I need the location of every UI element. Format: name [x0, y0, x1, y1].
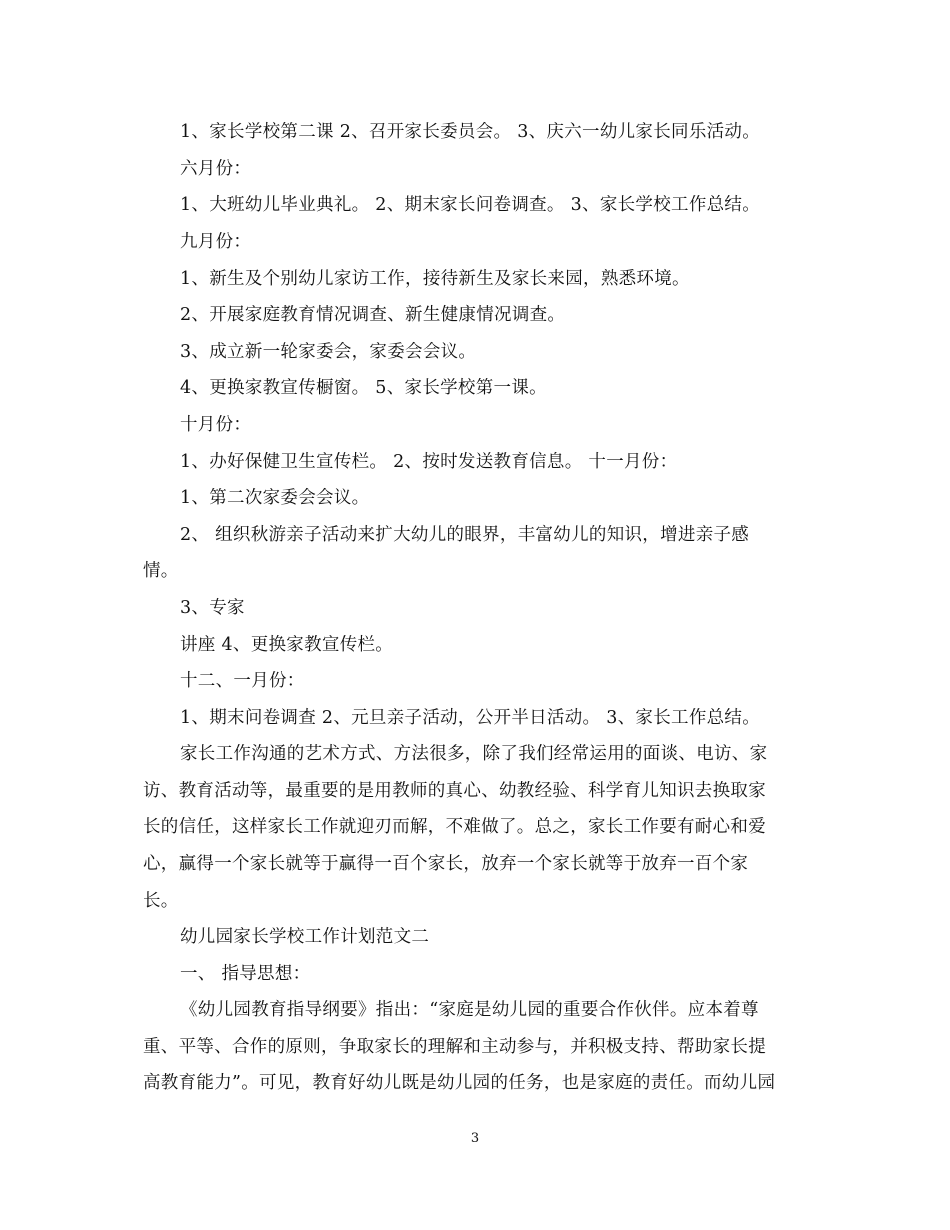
text-line: 讲座 4、更换家教宣传栏。 [180, 635, 394, 655]
text-line: 情。 [143, 561, 179, 581]
text-line: 1、大班幼儿毕业典礼。 2、期末家长问卷调查。 3、家长学校工作总结。 [180, 195, 761, 215]
document-title: 幼儿园家长学校工作计划范文二 [180, 927, 430, 947]
section-heading-guiding-ideas: 一、 指导思想： [180, 964, 311, 984]
paragraph-line: 长的信任，这样家长工作就迎刃而解，不难做了。总之，家长工作要有耐心和爱 [143, 817, 766, 837]
paragraph-line: 家长工作沟通的艺术方式、方法很多，除了我们经常运用的面谈、电访、家 [180, 744, 768, 764]
paragraph-line: 访、教育活动等，最重要的是用教师的真心、幼教经验、科学育儿知识去换取家 [143, 781, 766, 801]
section-heading-october: 十月份： [180, 415, 252, 435]
text-line: 4、更换家教宣传橱窗。 5、家长学校第一课。 [180, 378, 547, 398]
section-heading-september: 九月份： [180, 232, 252, 252]
page-number: 3 [470, 1131, 480, 1146]
paragraph-line: 重、平等、合作的原则，争取家长的理解和主动参与，并积极支持、帮助家长提 [143, 1037, 766, 1057]
text-line: 2、 组织秋游亲子活动来扩大幼儿的眼界，丰富幼儿的知识，增进亲子感 [180, 525, 750, 545]
text-line: 3、专家 [180, 598, 245, 618]
paragraph-line: 心，赢得一个家长就等于赢得一百个家长，放弃一个家长就等于放弃一百个家 [143, 854, 749, 874]
paragraph-line: 高教育能力”。可见，教育好幼儿既是幼儿园的任务，也是家庭的责任。而幼儿园 [143, 1073, 776, 1093]
text-line: 1、期末问卷调查 2、元旦亲子活动，公开半日活动。 3、家长工作总结。 [180, 708, 761, 728]
paragraph-line: 长。 [143, 891, 179, 911]
text-line: 1、新生及个别幼儿家访工作，接待新生及家长来园，熟悉环境。 [180, 269, 690, 289]
text-line: 2、开展家庭教育情况调查、新生健康情况调查。 [180, 305, 566, 325]
text-line: 3、成立新一轮家委会，家委会会议。 [180, 342, 477, 362]
text-line: 1、第二次家委会会议。 [180, 488, 370, 508]
section-heading-december-january: 十二、一月份： [180, 671, 305, 691]
text-line: 1、家长学校第二课 2、召开家长委员会。 3、庆六一幼儿家长同乐活动。 [180, 122, 761, 142]
section-heading-june: 六月份： [180, 159, 252, 179]
text-line: 1、办好保健卫生宣传栏。 2、按时发送教育信息。 十一月份： [180, 452, 678, 472]
paragraph-line: 《幼儿园教育指导纲要》指出：“家庭是幼儿园的重要合作伙伴。应本着尊 [180, 1000, 759, 1020]
